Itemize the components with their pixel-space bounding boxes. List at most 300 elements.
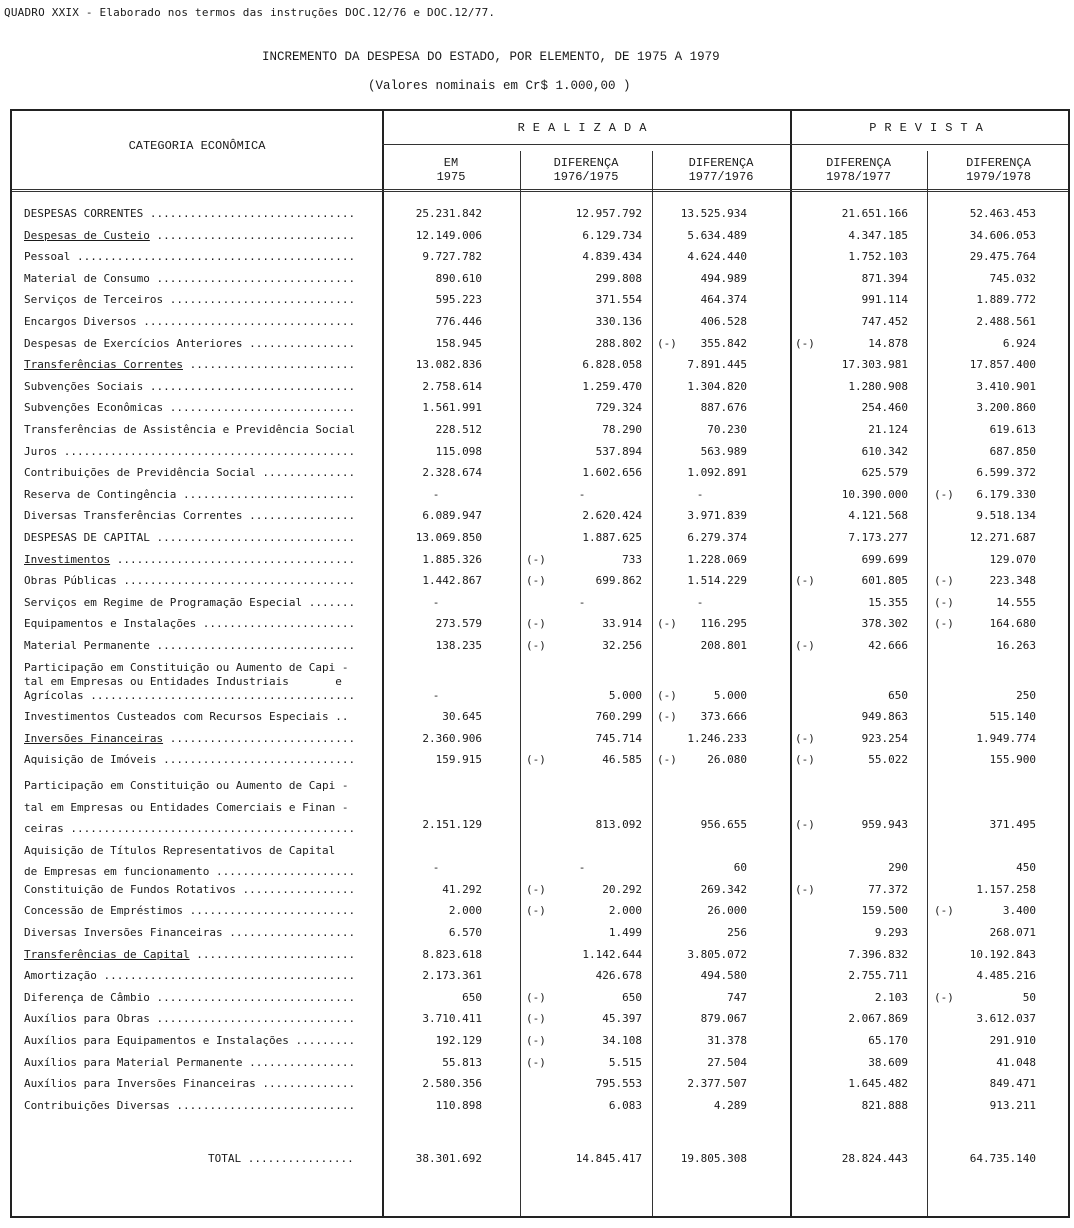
row-label: Aquisição de Títulos Representativos de Capital de Empresas em funcionamento ..................... [24,843,356,879]
value-cell: 41.292 [442,882,482,896]
value-cell: 55.813 [442,1055,482,1069]
column-header-line1: DIFERENÇA [966,156,1031,170]
negative-marker: (-) [526,990,546,1004]
value-cell: 650 [462,990,482,1004]
value-cell: 1.246.233 [687,731,747,745]
value-cell: 12.149.006 [415,228,482,242]
value-cell: 116.295 [700,617,747,631]
value-cell: 3.410.901 [976,379,1036,393]
column-header-line2: 1976/1975 [553,170,619,184]
value-cell: 34.606.053 [969,228,1036,242]
row-label: Equipamentos e Instalações ....................... [24,617,356,631]
value-cell: 1.142.644 [582,947,642,961]
total-value: 19.805.308 [680,1152,747,1166]
value-cell: 12.957.792 [575,207,642,220]
negative-marker: (-) [526,904,546,918]
value-cell: 991.114 [861,293,908,307]
value-cell: 291.910 [989,1033,1036,1047]
column-header-line2: 1978/1977 [826,170,891,184]
value-cell: 4.839.434 [582,250,642,264]
negative-marker: (-) [795,731,815,745]
column-header [652,156,790,184]
row-label: Obras Públicas ................................... [24,574,356,588]
negative-marker: (-) [934,487,954,501]
value-cell: 228.512 [435,423,482,436]
value-cell: 6.828.058 [582,358,642,372]
table-row [12,969,1068,991]
value-cell: 65.170 [868,1033,908,1047]
value-cell: 1.561.991 [422,401,482,415]
value-cell: 1.442.867 [422,574,482,588]
value-cell: 21.651.166 [841,207,908,220]
value-cell: 699.699 [861,552,908,566]
value-cell: 1.259.470 [582,379,642,393]
table-row [12,466,1068,488]
value-cell: 3.805.072 [687,947,747,961]
value-cell: 21.124 [868,423,908,436]
value-cell: 4.485.216 [976,969,1036,983]
value-cell: 31.378 [707,1033,747,1047]
row-label: Juros ............................................ [24,444,356,458]
total-value: 38.301.692 [415,1152,482,1166]
value-cell: 129.070 [989,552,1036,566]
value-cell: 164.680 [989,617,1036,631]
value-cell: 913.211 [989,1098,1036,1112]
table-row [12,445,1068,467]
value-cell: 254.460 [861,401,908,415]
value-cell: 30.645 [442,710,482,724]
row-label: Constituição de Fundos Rotativos ................. [24,882,356,896]
value-cell: 78.290 [602,423,642,436]
value-cell: 879.067 [700,1012,747,1026]
value-cell: 55.022 [868,753,908,767]
value-cell: 9.293 [874,925,908,939]
value-cell: 371.495 [989,818,1036,831]
table-row [12,1056,1068,1078]
value-cell: 619.613 [989,423,1036,436]
row-label: Transferências Correntes ......................... [24,358,356,372]
value-cell: 8.823.618 [422,947,482,961]
row-label: Serviços de Terceiros ............................ [24,293,356,307]
value-cell: - [578,595,586,609]
table-row [12,1012,1068,1034]
value-cell: 7.173.277 [848,531,908,544]
value-cell: 871.394 [861,271,908,285]
value-cell: 1.499 [608,925,642,939]
negative-marker: (-) [934,617,954,631]
value-cell: 2.000 [448,904,482,918]
table-row [12,1034,1068,1056]
category-header: CATEGORIA ECONÔMICA [128,139,266,153]
value-cell: 14.878 [868,336,908,350]
table-row [12,423,1068,445]
value-cell: 158.945 [435,336,482,350]
column-header [382,156,520,184]
value-cell: 3.971.839 [687,509,747,523]
group-header-realizada: REALIZADA [517,121,655,135]
value-cell: 33.914 [602,617,642,631]
negative-marker: (-) [795,336,815,350]
negative-marker: (-) [657,753,677,767]
negative-marker: (-) [526,882,546,896]
value-cell: 2.758.614 [422,379,482,393]
value-cell: 1.887.625 [582,531,642,544]
table-row [12,337,1068,359]
value-cell: 890.610 [435,271,482,285]
value-cell: 10.390.000 [841,487,908,501]
value-cell: 273.579 [435,617,482,631]
value-cell: 371.554 [595,293,642,307]
value-cell: 38.609 [868,1055,908,1069]
negative-marker: (-) [657,336,677,350]
value-cell: 256 [727,925,747,939]
value-cell: 776.446 [435,315,482,328]
table-row [12,531,1068,553]
value-cell: 288.802 [595,336,642,350]
table-row [12,250,1068,272]
value-cell: 6.129.734 [582,228,642,242]
table-row [12,509,1068,531]
row-label: Diferença de Câmbio .............................. [24,990,356,1004]
column-header-line2: 1977/1976 [688,170,754,184]
negative-marker: (-) [934,595,954,609]
table-note: QUADRO XXIX - Elaborado nos termos das instruções DOC.12/76 e DOC.12/77. [4,6,496,19]
value-cell: 268.071 [989,925,1036,939]
value-cell: 1.280.908 [848,379,908,393]
row-label: Subvenções Sociais ............................... [24,379,356,393]
value-cell: 45.397 [602,1012,642,1026]
total-label: TOTAL ................ [208,1152,354,1166]
value-cell: 208.801 [700,639,747,652]
page-title: INCREMENTO DA DESPESA DO ESTADO, POR ELEMENTO, DE 1975 A 1979 [262,50,720,64]
value-cell: 2.103 [874,990,908,1004]
value-cell: 426.678 [595,969,642,983]
row-label: Contribuições Diversas ........................... [24,1098,356,1112]
value-cell: 601.805 [861,574,908,588]
row-label: Aquisição de Imóveis ............................. [24,753,356,767]
value-cell: 745.032 [989,271,1036,285]
value-cell: 13.069.850 [415,531,482,544]
value-cell: 450 [1016,861,1036,875]
value-cell: 52.463.453 [969,207,1036,220]
value-cell: 9.727.782 [422,250,482,264]
value-cell: 16.263 [996,639,1036,652]
row-label: Material Permanente .............................. [24,639,356,652]
column-header [927,156,1070,184]
value-cell: 760.299 [595,710,642,724]
value-cell: 192.129 [435,1033,482,1047]
value-cell: - [696,595,704,609]
value-cell: 1.645.482 [848,1077,908,1091]
value-cell: 17.303.981 [841,358,908,372]
value-cell: 27.504 [707,1055,747,1069]
value-cell: 6.179.330 [976,487,1036,501]
value-cell: 29.475.764 [969,250,1036,264]
negative-marker: (-) [526,1033,546,1047]
row-label: Investimentos Custeados com Recursos Especiais .. [24,710,349,724]
value-cell: 378.302 [861,617,908,631]
value-cell: - [696,487,704,501]
row-label: Auxílios para Obras .............................. [24,1012,356,1026]
table-row [12,401,1068,423]
table-row [12,1099,1068,1121]
value-cell: 610.342 [861,444,908,458]
value-cell: 9.518.134 [976,509,1036,523]
value-cell: 729.324 [595,401,642,415]
table-row [12,883,1068,905]
value-cell: 42.666 [868,639,908,652]
value-cell: 3.200.860 [976,401,1036,415]
value-cell: 4.121.568 [848,509,908,523]
table-row [12,380,1068,402]
row-label: Auxílios para Equipamentos e Instalações ......... [24,1033,356,1047]
value-cell: 1.889.772 [976,293,1036,307]
expense-table [10,109,1070,1218]
value-cell: 956.655 [700,818,747,831]
value-cell: 747 [727,990,747,1004]
row-label: DESPESAS CORRENTES ............................... [24,207,356,220]
value-cell: 650 [622,990,642,1004]
table-row [12,293,1068,315]
total-value: 28.824.443 [841,1152,908,1166]
row-label: Despesas de Custeio .............................. [24,228,356,242]
value-cell: 747.452 [861,315,908,328]
row-label: Encargos Diversos ................................ [24,315,356,328]
value-cell: 5.634.489 [687,228,747,242]
value-cell: 5.515 [608,1055,642,1069]
value-cell: 6.924 [1002,336,1036,350]
value-cell: 330.136 [595,315,642,328]
value-cell: - [432,487,440,501]
table-row [12,991,1068,1013]
value-cell: - [432,688,440,702]
value-cell: 32.256 [602,639,642,652]
value-cell: 70.230 [707,423,747,436]
value-cell: 290 [888,861,908,875]
row-label: Pessoal .......................................... [24,250,356,264]
negative-marker: (-) [526,1055,546,1069]
value-cell: 2.000 [608,904,642,918]
row-label: Diversas Inversões Financeiras ................... [24,925,356,939]
negative-marker: (-) [657,617,677,631]
negative-marker: (-) [795,818,815,831]
row-label: Subvenções Econômicas ............................ [24,401,356,415]
group-header-divider [382,144,1068,145]
negative-marker: (-) [526,753,546,767]
negative-marker: (-) [795,574,815,588]
negative-marker: (-) [526,1012,546,1026]
table-row [12,732,1068,754]
column-header-line1: DIFERENÇA [688,156,754,170]
value-cell: 60 [733,861,747,875]
value-cell: 138.235 [435,639,482,652]
value-cell: 887.676 [700,401,747,415]
table-row [12,926,1068,948]
value-cell: 10.192.843 [969,947,1036,961]
value-cell: 821.888 [861,1098,908,1112]
value-cell: 159.500 [861,904,908,918]
table-row [12,358,1068,380]
column-header-line2: 1979/1978 [966,170,1031,184]
value-cell: - [578,487,586,501]
value-cell: 2.360.906 [422,731,482,745]
row-label: Reserva de Contingência .......................... [24,487,356,501]
value-cell: 464.374 [700,293,747,307]
column-header-line1: DIFERENÇA [553,156,619,170]
value-cell: 159.915 [435,753,482,767]
value-cell: 50 [1022,990,1036,1004]
value-cell: 563.989 [700,444,747,458]
value-cell: 849.471 [989,1077,1036,1091]
value-cell: 7.891.445 [687,358,747,372]
negative-marker: (-) [526,552,546,566]
negative-marker: (-) [657,710,677,724]
row-label: Transferências de Capital ........................ [24,947,356,961]
value-cell: 2.067.869 [848,1012,908,1026]
value-cell: 1.304.820 [687,379,747,393]
value-cell: 2.580.356 [422,1077,482,1091]
value-cell: 595.223 [435,293,482,307]
value-cell: 2.755.711 [848,969,908,983]
row-label: Diversas Transferências Correntes ................ [24,509,356,523]
value-cell: 625.579 [861,466,908,480]
value-cell: 15.355 [868,595,908,609]
row-label: DESPESAS DE CAPITAL .............................. [24,531,356,544]
value-cell: 2.488.561 [976,315,1036,328]
value-cell: 745.714 [595,731,642,745]
total-value: 64.735.140 [969,1152,1036,1166]
row-label: Participação em Constituição ou Aumento de Capi - tal em Empresas ou Entidades Comerciais e Finan - ceiras ........................................... [24,779,356,835]
table-row [12,948,1068,970]
table-row [12,553,1068,575]
value-cell: 4.289 [713,1098,747,1112]
value-cell: 494.580 [700,969,747,983]
value-cell: 1.602.656 [582,466,642,480]
total-value: 14.845.417 [575,1152,642,1166]
value-cell: 813.092 [595,818,642,831]
value-cell: 3.612.037 [976,1012,1036,1026]
value-cell: 1.752.103 [848,250,908,264]
value-cell: 699.862 [595,574,642,588]
table-row [12,272,1068,294]
value-cell: 20.292 [602,882,642,896]
value-cell: 5.000 [713,688,747,702]
table-row [12,207,1068,229]
value-cell: 14.555 [996,595,1036,609]
value-cell: 41.048 [996,1055,1036,1069]
row-label: Despesas de Exercícios Anteriores ................ [24,336,356,350]
table-row [12,488,1068,510]
table-row [12,661,1068,711]
value-cell: 1.157.258 [976,882,1036,896]
table-row [12,1077,1068,1099]
value-cell: 110.898 [435,1098,482,1112]
value-cell: 687.850 [989,444,1036,458]
value-cell: 269.342 [700,882,747,896]
row-label: Concessão de Empréstimos ......................... [24,904,356,918]
negative-marker: (-) [526,639,546,652]
value-cell: 115.098 [435,444,482,458]
table-row [12,775,1068,840]
value-cell: 1.949.774 [976,731,1036,745]
value-cell: 7.396.832 [848,947,908,961]
negative-marker: (-) [526,574,546,588]
value-cell: 12.271.687 [969,531,1036,544]
table-row [12,315,1068,337]
row-label: Investimentos .................................... [24,552,356,566]
column-header [790,156,927,184]
value-cell: 949.863 [861,710,908,724]
value-cell: - [432,595,440,609]
row-label: Transferências de Assistência e Previdência Social [24,423,356,436]
negative-marker: (-) [795,753,815,767]
value-cell: 4.624.440 [687,250,747,264]
table-row [12,639,1068,661]
page-subtitle: (Valores nominais em Cr$ 1.000,00 ) [368,79,631,93]
value-cell: 13.525.934 [680,207,747,220]
negative-marker: (-) [526,617,546,631]
value-cell: 959.943 [861,818,908,831]
value-cell: 6.083 [608,1098,642,1112]
column-header-line1: DIFERENÇA [826,156,891,170]
column-header-line2: 1975 [436,170,466,184]
table-row [12,753,1068,775]
value-cell: 2.620.424 [582,509,642,523]
value-cell: 1.885.326 [422,552,482,566]
value-cell: 34.108 [602,1033,642,1047]
negative-marker: (-) [657,688,677,702]
value-cell: 6.599.372 [976,466,1036,480]
column-header-line1: EM [443,156,459,170]
value-cell: 537.894 [595,444,642,458]
negative-marker: (-) [934,574,954,588]
value-cell: 1.092.891 [687,466,747,480]
value-cell: 6.279.374 [687,531,747,544]
value-cell: 77.372 [868,882,908,896]
table-row [12,574,1068,596]
value-cell: 406.528 [700,315,747,328]
table-row [12,596,1068,618]
table-row [12,229,1068,251]
row-label: Contribuições de Previdência Social .............. [24,466,356,480]
row-label: Amortização ...................................... [24,969,356,983]
value-cell: 4.347.185 [848,228,908,242]
row-label: Participação em Constituição ou Aumento de Capi - tal em Empresas ou Entidades Industriais e Agrícolas ........................................ [24,660,356,702]
value-cell: 6.089.947 [422,509,482,523]
value-cell: - [432,861,440,875]
value-cell: 26.000 [707,904,747,918]
row-label: Auxílios para Material Permanente ................ [24,1055,356,1069]
value-cell: 155.900 [989,753,1036,767]
value-cell: 650 [888,688,908,702]
value-cell: 13.082.836 [415,358,482,372]
row-label: Material de Consumo .............................. [24,271,356,285]
value-cell: 515.140 [989,710,1036,724]
value-cell: 6.570 [448,925,482,939]
value-cell: 223.348 [989,574,1036,588]
table-row [12,710,1068,732]
value-cell: 2.173.361 [422,969,482,983]
value-cell: 795.553 [595,1077,642,1091]
value-cell: - [578,861,586,875]
group-header-prevista: PREVISTA [869,121,991,135]
column-header [520,156,652,184]
value-cell: 1.228.069 [687,552,747,566]
table-row [12,617,1068,639]
table-row [12,840,1068,883]
value-cell: 25.231.842 [415,207,482,220]
value-cell: 46.585 [602,753,642,767]
